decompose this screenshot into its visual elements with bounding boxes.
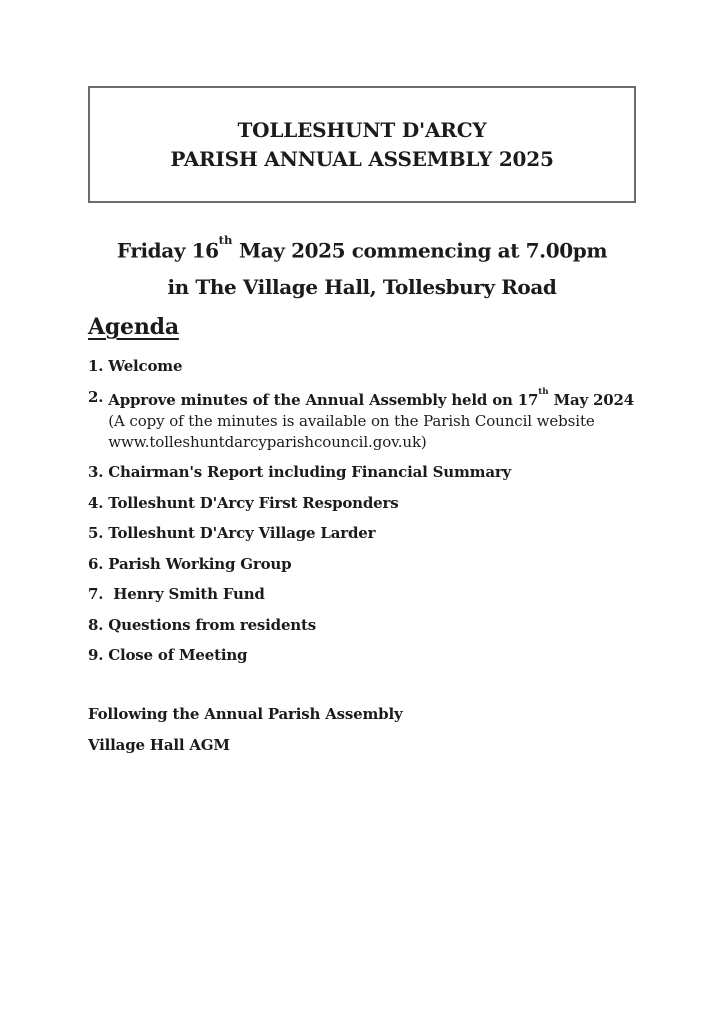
agenda-item-8	[88, 614, 658, 636]
agenda-item-6	[88, 553, 658, 575]
title-line-2: PARISH ANNUAL ASSEMBLY 2025	[170, 146, 554, 171]
agenda-item-4	[88, 492, 658, 514]
agenda-item-3	[88, 461, 658, 483]
agenda-item-text: Questions from residents	[108, 615, 316, 634]
footer-block	[88, 703, 402, 756]
agenda-item-text: Tolleshunt D'Arcy Village Larder	[108, 524, 376, 542]
agenda-item-text: Parish Working Group	[108, 554, 292, 573]
event-date-line	[0, 231, 724, 266]
agenda-item-note-line: www.tolleshuntdarcyparishcouncil.gov.uk)	[108, 432, 427, 451]
date-ordinal-suffix: th	[218, 233, 233, 248]
agenda-item-number: 6.	[88, 554, 104, 573]
title-line-1: TOLLESHUNT D'ARCY	[237, 117, 487, 142]
agenda-item-text: Tolleshunt D'Arcy First Responders	[108, 493, 399, 512]
agenda-ordinal-suffix: th	[538, 387, 549, 398]
agenda-item-number: 7.	[88, 585, 104, 603]
date-text-pre: Friday 16	[116, 238, 219, 263]
agenda-item-text	[108, 386, 634, 411]
agenda-item-number: 2.	[88, 387, 104, 406]
agenda-item-number: 9.	[88, 646, 104, 664]
agenda-item-text: Henry Smith Fund	[108, 585, 265, 603]
agenda-item-1	[88, 355, 658, 377]
agenda-item-text: Welcome	[108, 357, 183, 375]
agenda-item-number: 4.	[88, 493, 104, 512]
agenda-item-text-post: May 2024	[548, 390, 634, 409]
date-text-post: May 2025 commencing at 7.00pm	[232, 238, 608, 263]
agenda-item-text: Chairman's Report including Financial Summary	[108, 463, 512, 481]
agenda-item-number: 5.	[88, 524, 104, 542]
agenda-item-number: 1.	[88, 357, 104, 375]
agenda-item-text: Close of Meeting	[108, 646, 248, 664]
agenda-item-body	[108, 386, 634, 453]
footer-line-1: Following the Annual Parish Assembly	[88, 705, 403, 723]
footer-line-2: Village Hall AGM	[88, 735, 230, 754]
agenda-item-5	[88, 522, 658, 544]
agenda-heading-text: Agenda	[88, 314, 179, 340]
event-venue-line: in The Village Hall, Tollesbury Road	[167, 275, 557, 299]
agenda-list	[88, 355, 658, 675]
agenda-heading	[88, 312, 179, 342]
agenda-item-number: 3.	[88, 463, 104, 481]
agenda-item-note-line: (A copy of the minutes is available on the Parish Council website	[108, 411, 595, 430]
agenda-item-number: 8.	[88, 615, 104, 634]
agenda-item-2	[88, 386, 658, 453]
agenda-item-7	[88, 583, 658, 605]
title-box	[88, 86, 636, 203]
agenda-item-9	[88, 644, 658, 666]
agenda-item-text-pre: Approve minutes of the Annual Assembly held on 17	[108, 390, 539, 409]
